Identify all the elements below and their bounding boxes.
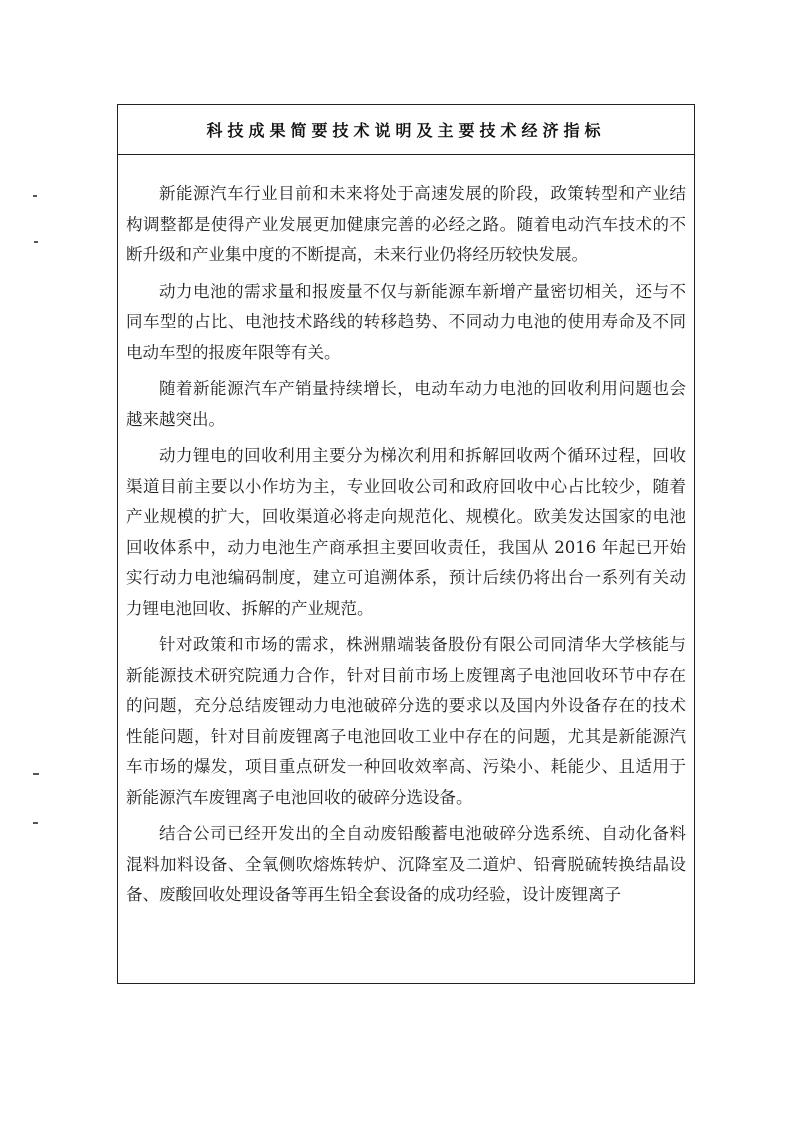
margin-mark — [34, 241, 38, 243]
document-body — [126, 179, 686, 917]
paragraph: 结合公司已经开发出的全自动废铅酸蓄电池破碎分选系统、自动化备料混料加料设备、全氧侧吹熔炼转炉、沉降室及二道炉、铅膏脱硫转换结晶设备、废酸回收处理设备等再生铅全套设备的成功经验，设计废锂离子 — [126, 824, 686, 904]
paragraph: 动力锂电的回收利用主要分为梯次利用和拆解回收两个循环过程，回收渠道目前主要以小作坊为主，专业回收公司和政府回收中心占比较少，随着产业规模的扩大，回收渠道必将走向规范化、规模化。欧美发达国家的电池回收体系中，动力电池生产商承担主要回收责任，我国从 2016 年起已开始实行动力电池编码制度，建立可追溯体系，预计后续仍将出台一系列有关动力锂电池回收、拆解的产业规范。 — [126, 446, 686, 618]
paragraph: 针对政策和市场的需求，株洲鼎端装备股份有限公司同清华大学核能与新能源技术研究院通力合作，针对目前市场上废锂离子电池回收环节中存在的问题，充分总结废锂动力电池破碎分选的要求以及国内外设备存在的技术性能问题，针对目前废锂离子电池回收工业中存在的问题，尤其是新能源汽车市场的爆发，项目重点研发一种回收效率高、污染小、耗能少、且适用于新能源汽车废锂离子电池回收的破碎分选设备。 — [126, 635, 686, 807]
margin-mark — [33, 822, 38, 824]
document-header — [118, 105, 694, 155]
paragraph: 随着新能源汽车产销量持续增长，电动车动力电池的回收利用问题也会越来越突出。 — [126, 379, 686, 429]
margin-mark — [33, 195, 37, 197]
document-title: 科技成果简要技术说明及主要技术经济指标 — [206, 121, 606, 140]
paragraph: 新能源汽车行业目前和未来将处于高速发展的阶段，政策转型和产业结构调整都是使得产业发展更加健康完善的必经之路。随着电动汽车技术的不断升级和产业集中度的不断提高，未来行业仍将经历较快发展。 — [126, 184, 686, 264]
document-frame — [117, 104, 695, 984]
paragraph: 动力电池的需求量和报废量不仅与新能源车新增产量密切相关，还与不同车型的占比、电池技术路线的转移趋势、不同动力电池的使用寿命及不同电动车型的报废年限等有关。 — [126, 281, 686, 362]
margin-mark — [33, 773, 39, 775]
